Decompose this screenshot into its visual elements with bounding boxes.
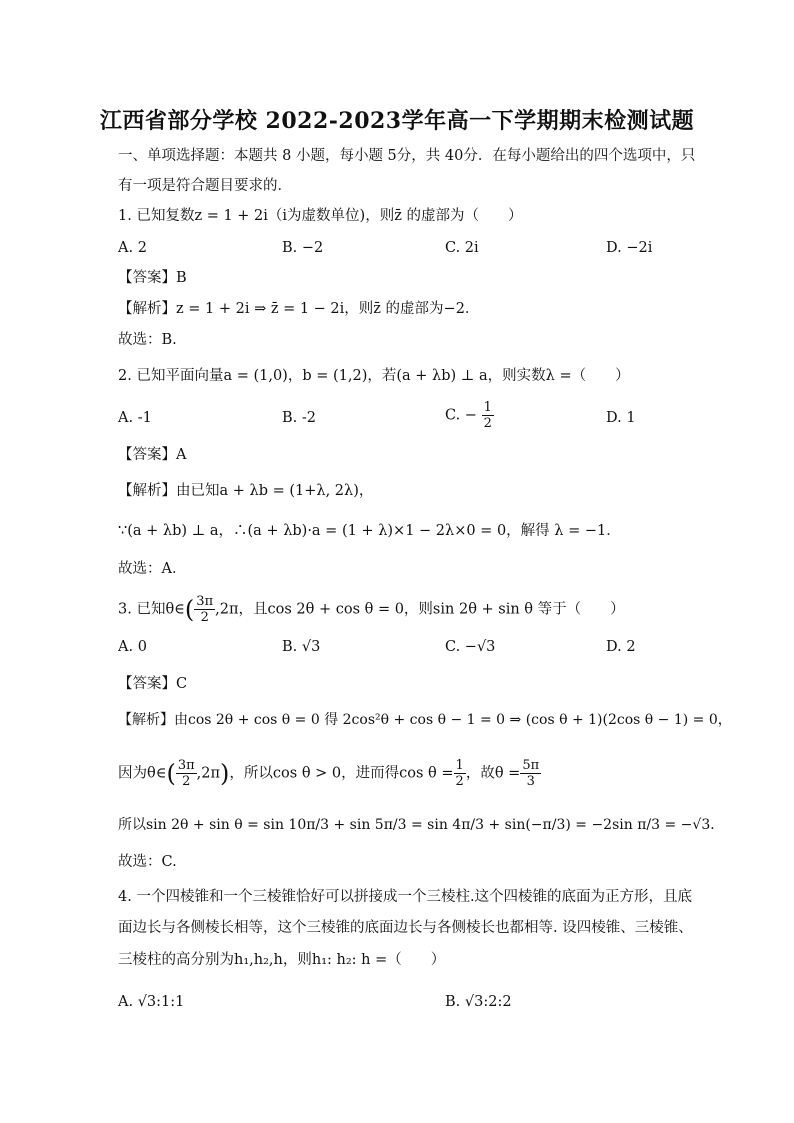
interval-end: ,2π xyxy=(196,765,221,782)
q2-conclusion: 故选：A． xyxy=(118,561,187,577)
q1-option-b: B. −2 xyxy=(282,240,324,256)
q4-option-b: B. √3:2:2 xyxy=(445,994,512,1010)
open-paren: ( xyxy=(166,759,176,788)
q1-analysis: 【解析】z = 1 + 2i ⇒ z̄ = 1 − 2i，则z̄ 的虚部为−2． xyxy=(118,301,480,317)
fraction-numerator: 1 xyxy=(455,758,464,773)
section-heading-line-1: 一、单项选择题：本题共 8 小题，每小题 5分，共 40分．在每小题给出的四个选项中，只 xyxy=(118,148,696,164)
q3-option-a: A. 0 xyxy=(118,639,147,655)
page-title: 江西省部分学校 2022-2023学年高一下学期期末检测试题 xyxy=(99,108,695,134)
fraction-denominator: 3 xyxy=(526,774,535,789)
q4-line-1: 4. 一个四棱锥和一个三棱锥恰好可以拼接成一个三棱柱.这个四棱锥的底面为正方形，且底 xyxy=(118,889,693,905)
open-paren: ( xyxy=(184,595,195,624)
q2-option-c-label: C. − xyxy=(445,407,477,424)
q4-line-2: 面边长与各侧棱长相等，这个三棱锥的底面边长与各侧棱长也都相等. 设四棱锥、三棱锥、 xyxy=(118,920,693,936)
q1-option-a: A. 2 xyxy=(118,240,147,256)
q3-stem-pre: 3. 已知θ∈ xyxy=(118,601,185,618)
q3-stem-post: ,2π，且cos 2θ + cos θ = 0，则sin 2θ + sin θ 等于（ ） xyxy=(215,601,625,618)
q3-conclusion: 故选：C. xyxy=(118,854,177,870)
q2-option-b: B. -2 xyxy=(282,410,316,426)
fraction-denominator: 2 xyxy=(455,774,464,789)
q1-option-d: D. −2i xyxy=(606,240,653,256)
q3-option-d: D. 2 xyxy=(606,639,636,655)
q3-analysis-mid: ，所以cos θ > 0，进而得cos θ = xyxy=(229,765,454,782)
fraction-1-2 xyxy=(454,758,466,789)
q1-option-c: C. 2i xyxy=(445,240,479,256)
q3-option-b: B. √3 xyxy=(282,639,321,655)
q3-answer: 【答案】C xyxy=(118,676,188,692)
q1-conclusion: 故选：B. xyxy=(118,332,177,348)
q3-analysis-pre: 因为θ∈ xyxy=(118,765,167,782)
section-heading-line-2: 有一项是符合题目要求的． xyxy=(118,178,292,194)
fraction-numerator: 3π xyxy=(196,594,214,609)
fraction-denominator: 2 xyxy=(182,774,191,789)
q2-option-d: D. 1 xyxy=(606,410,636,426)
q3-stem xyxy=(118,594,625,625)
q2-option-a: A. -1 xyxy=(118,410,152,426)
fraction-3pi-2 xyxy=(176,758,197,789)
q3-stem-fraction xyxy=(194,594,215,625)
fraction-denominator: 2 xyxy=(200,610,209,625)
q3-analysis-line-3: 所以sin 2θ + sin θ = sin 10π/3 + sin 5π/3 = sin 4π/3 + sin(−π/3) = −2sin π/3 = −√3． xyxy=(118,817,725,833)
q2-answer: 【答案】A xyxy=(118,447,187,463)
q2-analysis-line-2: ∵(a + λb) ⊥ a，∴(a + λb)·a = (1 + λ)×1 − 2λ×0 = 0，解得 λ = −1． xyxy=(118,523,621,539)
fraction-denominator: 2 xyxy=(483,416,492,431)
q1-answer: 【答案】B xyxy=(118,270,187,286)
q4-option-a: A. √3:1:1 xyxy=(118,994,185,1010)
q3-analysis-line-2 xyxy=(118,758,541,789)
fraction-5pi-3 xyxy=(520,758,541,789)
q2-option-c-fraction xyxy=(482,400,494,431)
q2-analysis-line-1: 【解析】由已知a + λb = (1+λ, 2λ)， xyxy=(118,483,374,499)
fraction-numerator: 5π xyxy=(522,758,540,773)
q2-option-c xyxy=(445,400,494,431)
close-paren: ) xyxy=(220,759,230,788)
fraction-numerator: 3π xyxy=(177,758,195,773)
q3-option-c: C. −√3 xyxy=(445,639,496,655)
q3-analysis-line-1: 【解析】由cos 2θ + cos θ = 0 得 2cos²θ + cos θ − 1 = 0 ⇒ (cos θ + 1)(2cos θ − 1) = 0， xyxy=(118,712,732,728)
q1-stem: 1. 已知复数z = 1 + 2i（i为虚数单位)，则z̄ 的虚部为（ ） xyxy=(118,208,523,224)
q4-line-3: 三棱柱的高分别为h₁,h₂,h，则h₁: h₂: h =（ ） xyxy=(118,952,446,968)
q3-analysis-mid2: ，故θ = xyxy=(465,765,521,782)
q2-stem: 2. 已知平面向量a = (1,0)，b = (1,2)，若(a + λb) ⊥ a，则实数λ =（ ） xyxy=(118,368,630,384)
fraction-numerator: 1 xyxy=(483,400,492,415)
